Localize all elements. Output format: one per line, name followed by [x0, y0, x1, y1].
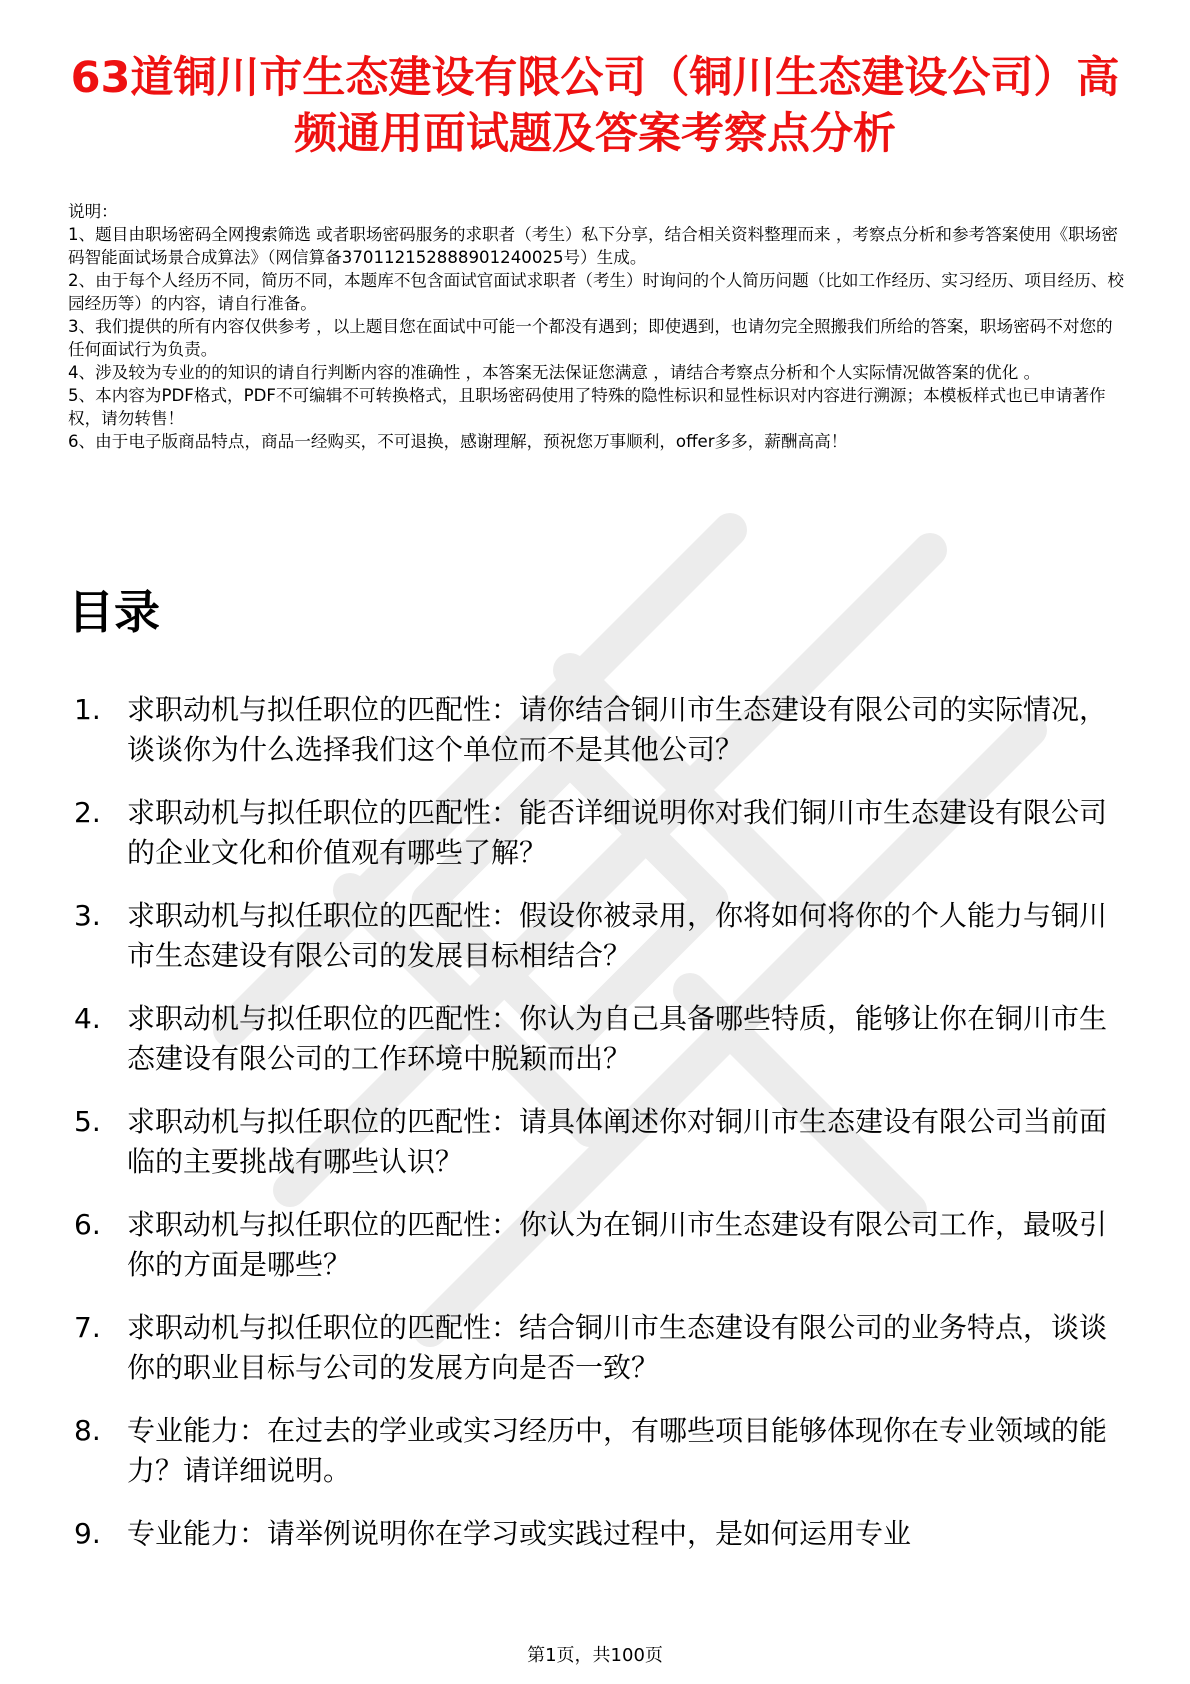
toc-item-number: 1. — [74, 693, 101, 726]
toc-item-number: 9. — [74, 1517, 101, 1550]
note-item: 5、本内容为PDF格式，PDF不可编辑不可转换格式，且职场密码使用了特殊的隐性标识和显性标识对内容进行溯源；本模板样式也已申请著作权，请勿转售！ — [68, 386, 1106, 428]
toc-item[interactable] — [0, 1411, 1112, 1491]
toc-item-text: 求职动机与拟任职位的匹配性：结合铜川市生态建设有限公司的业务特点，谈谈你的职业目标与公司的发展方向是否一致？ — [127, 1311, 1108, 1384]
note-item: 4、涉及较为专业的的知识的请自行判断内容的准确性 ，本答案无法保证您满意 ，请结合考察点分析和个人实际情况做答案的优化 。 — [68, 363, 1041, 382]
toc-item-number: 3. — [74, 899, 101, 932]
toc-heading: 目录 — [68, 585, 160, 639]
notes-heading: 说明： — [68, 202, 118, 221]
toc-item-number: 5. — [74, 1105, 101, 1138]
toc-item[interactable] — [0, 896, 1112, 976]
toc-item[interactable] — [0, 1102, 1112, 1182]
toc-item-text: 求职动机与拟任职位的匹配性：请你结合铜川市生态建设有限公司的实际情况，谈谈你为什么选择我们这个单位而不是其他公司？ — [127, 693, 1108, 766]
document-title: 63道铜川市生态建设有限公司（铜川生态建设公司）高频通用面试题及答案考察点分析 — [70, 53, 1120, 159]
toc-item[interactable] — [0, 793, 1112, 873]
toc-item[interactable] — [0, 1308, 1112, 1388]
page-footer: 第1页，共100页 — [527, 1645, 663, 1666]
toc-item-text: 专业能力：请举例说明你在学习或实践过程中，是如何运用专业 — [127, 1517, 912, 1550]
toc-item-text: 求职动机与拟任职位的匹配性：假设你被录用，你将如何将你的个人能力与铜川市生态建设有限公司的发展目标相结合？ — [127, 899, 1108, 972]
toc-item-number: 2. — [74, 796, 101, 829]
toc-item-number: 8. — [74, 1414, 101, 1447]
toc-item-number: 4. — [74, 1002, 101, 1035]
toc-list — [0, 690, 1190, 1577]
toc-item-text: 求职动机与拟任职位的匹配性：你认为在铜川市生态建设有限公司工作，最吸引你的方面是哪些？ — [127, 1208, 1108, 1281]
note-item: 6、由于电子版商品特点，商品一经购买，不可退换，感谢理解，预祝您万事顺利，offer多多，薪酬高高！ — [68, 432, 848, 451]
toc-item-text: 求职动机与拟任职位的匹配性：能否详细说明你对我们铜川市生态建设有限公司的企业文化和价值观有哪些了解？ — [127, 796, 1108, 869]
toc-item-text: 求职动机与拟任职位的匹配性：你认为自己具备哪些特质，能够让你在铜川市生态建设有限公司的工作环境中脱颖而出？ — [127, 1002, 1108, 1075]
toc-item[interactable] — [0, 1514, 1112, 1554]
notes-section — [68, 200, 1128, 453]
toc-item-text: 专业能力：在过去的学业或实习经历中，有哪些项目能够体现你在专业领域的能力？请详细说明。 — [127, 1414, 1108, 1487]
toc-item-number: 7. — [74, 1311, 101, 1344]
note-item: 2、由于每个人经历不同，简历不同，本题库不包含面试官面试求职者（考生）时询问的个人简历问题（比如工作经历、实习经历、项目经历、校园经历等）的内容，请自行准备。 — [68, 271, 1124, 313]
toc-item[interactable] — [0, 999, 1112, 1079]
toc-item[interactable] — [0, 1205, 1112, 1285]
toc-item-text: 求职动机与拟任职位的匹配性：请具体阐述你对铜川市生态建设有限公司当前面临的主要挑战有哪些认识？ — [127, 1105, 1108, 1178]
toc-item-number: 6. — [74, 1208, 101, 1241]
note-item: 1、题目由职场密码全网搜索筛选 或者职场密码服务的求职者（考生）私下分享，结合相关资料整理而来 ，考察点分析和参考答案使用《职场密码智能面试场景合成算法》（网信算备370112152888901240025号）生成。 — [68, 225, 1118, 267]
note-item: 3、我们提供的所有内容仅供参考 ，以上题目您在面试中可能一个都没有遇到；即使遇到，也请勿完全照搬我们所给的答案，职场密码不对您的任何面试行为负责。 — [68, 317, 1113, 359]
toc-item[interactable] — [0, 690, 1112, 770]
